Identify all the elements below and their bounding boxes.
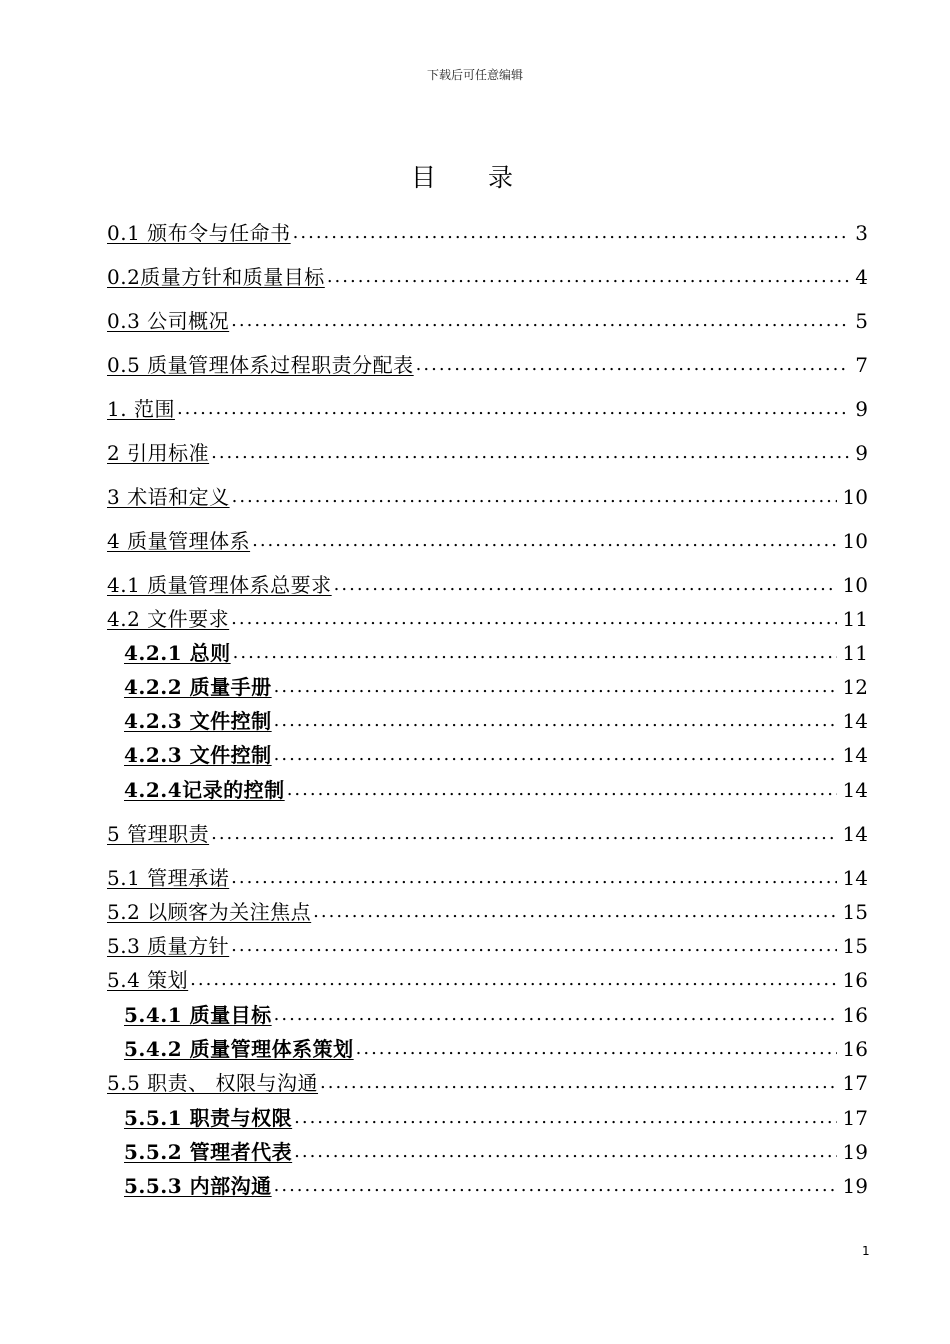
toc-subentry[interactable] [124,638,868,666]
toc-entry-label[interactable]: 5.4.1 质量目标 [124,1003,272,1027]
page-number: 1 [862,1244,870,1258]
toc-entry-page: 10 [842,485,868,509]
toc-entry-page: 7 [855,353,868,377]
toc-entry-label[interactable]: 0.2质量方针和质量目标 [107,265,325,289]
toc-entry-page: 10 [842,573,868,597]
toc-entry-label[interactable]: 4.2.4记录的控制 [124,778,285,802]
toc-entry-page: 14 [842,822,868,846]
toc-entry-page: 16 [842,1037,868,1061]
toc-leader-dots [320,1070,837,1096]
toc-leader-dots [293,220,850,246]
toc-entry-page: 19 [842,1174,868,1198]
toc-entry-label[interactable]: 4.2.2 质量手册 [124,675,272,699]
toc-leader-dots [274,742,837,768]
toc-entry-page: 15 [842,934,868,958]
toc-entry-label[interactable]: 5.5.2 管理者代表 [124,1140,293,1164]
toc-subentry[interactable] [124,706,868,734]
toc-entry-label[interactable]: 4.1 质量管理体系总要求 [107,573,332,597]
toc-leader-dots [334,572,837,598]
toc-entry-page: 5 [855,309,868,333]
toc-entry-page: 14 [842,709,868,733]
toc-entry-page: 10 [842,529,868,553]
page-header-note: 下载后可任意编辑 [426,68,523,82]
toc-entry-page: 16 [842,968,868,992]
toc-subentry[interactable] [124,1137,868,1165]
toc-entry[interactable] [107,262,868,290]
toc-entry[interactable] [107,863,868,891]
toc-entry-page: 17 [842,1106,868,1130]
toc-entry-page: 11 [842,607,868,631]
toc-entry-label[interactable]: 5.2 以顾客为关注焦点 [107,900,312,924]
toc-entry[interactable] [107,604,868,632]
toc-entry[interactable] [107,438,868,466]
toc-entry-label[interactable]: 0.3 公司概况 [107,309,230,333]
toc-entry[interactable] [107,306,868,334]
toc-entry-label[interactable]: 5.4 策划 [107,968,189,992]
toc-entry-page: 15 [842,900,868,924]
toc-subentry[interactable] [124,740,868,768]
toc-entry[interactable] [107,394,868,422]
toc-leader-dots [274,674,837,700]
toc-entry-page: 3 [855,221,868,245]
toc-entry[interactable] [107,897,868,925]
toc-entry-label[interactable]: 5.4.2 质量管理体系策划 [124,1037,354,1061]
toc-leader-dots [416,352,850,378]
toc-leader-dots [313,899,836,925]
toc-leader-dots [356,1036,837,1062]
toc-entry-page: 9 [855,441,868,465]
toc-entry[interactable] [107,482,868,510]
toc-leader-dots [294,1105,836,1131]
toc-entry[interactable] [107,218,868,246]
toc-leader-dots [274,1002,837,1028]
toc-entry[interactable] [107,350,868,378]
toc-entry-label[interactable]: 4.2.3 文件控制 [124,709,272,733]
toc-subentry[interactable] [124,1034,868,1062]
toc-leader-dots [231,308,849,334]
toc-entry-label[interactable]: 5.1 管理承诺 [107,866,230,890]
toc-entry[interactable] [107,965,868,993]
toc-leader-dots [211,440,849,466]
toc-entry-page: 14 [842,866,868,890]
toc-subentry[interactable] [124,775,868,803]
toc-entry-label[interactable]: 1. 范围 [107,397,175,421]
toc-entry[interactable] [107,526,868,554]
toc-entry-label[interactable]: 5.3 质量方针 [107,934,230,958]
toc-entry-label[interactable]: 5.5.3 内部沟通 [124,1174,272,1198]
toc-leader-dots [274,708,837,734]
toc-leader-dots [232,484,837,510]
toc-entry-label[interactable]: 4 质量管理体系 [107,529,251,553]
toc-entry-label[interactable]: 3 术语和定义 [107,485,230,509]
toc-entry-page: 4 [855,265,868,289]
toc-entry[interactable] [107,931,868,959]
toc-leader-dots [231,606,836,632]
toc-leader-dots [252,528,836,554]
toc-entry[interactable] [107,819,868,847]
toc-leader-dots [233,640,837,666]
toc-entry-label[interactable]: 2 引用标准 [107,441,210,465]
toc-entry-page: 9 [855,397,868,421]
toc-subentry[interactable] [124,1171,868,1199]
toc-leader-dots [274,1173,837,1199]
toc-leader-dots [177,396,849,422]
toc-leader-dots [231,865,836,891]
toc-entry-page: 14 [842,743,868,767]
toc-entry-label[interactable]: 5 管理职责 [107,822,210,846]
toc-entry-label[interactable]: 5.5 职责、 权限与沟通 [107,1071,319,1095]
toc-entry-label[interactable]: 4.2.3 文件控制 [124,743,272,767]
toc-subentry[interactable] [124,1103,868,1131]
toc-subentry[interactable] [124,672,868,700]
toc-entry-label[interactable]: 4.2.1 总则 [124,641,231,665]
toc-entry-page: 14 [842,778,868,802]
toc-entry-label[interactable]: 0.5 质量管理体系过程职责分配表 [107,353,414,377]
toc-entry-page: 11 [842,641,868,665]
toc-subentry[interactable] [124,1000,868,1028]
toc-entry-page: 12 [842,675,868,699]
toc-entry-label[interactable]: 0.1 颁布令与任命书 [107,221,291,245]
toc-entry-page: 16 [842,1003,868,1027]
toc-leader-dots [211,821,836,847]
toc-leader-dots [294,1139,836,1165]
toc-title: 目录 [410,163,565,192]
toc-leader-dots [327,264,849,290]
toc-entry[interactable] [107,1068,868,1096]
toc-entry-page: 17 [842,1071,868,1095]
toc-entry[interactable] [107,570,868,598]
toc-leader-dots [190,967,836,993]
toc-entry-label[interactable]: 5.5.1 职责与权限 [124,1106,293,1130]
toc-entry-page: 19 [842,1140,868,1164]
toc-leader-dots [287,777,837,803]
toc-entry-label[interactable]: 4.2 文件要求 [107,607,230,631]
toc-leader-dots [231,933,836,959]
